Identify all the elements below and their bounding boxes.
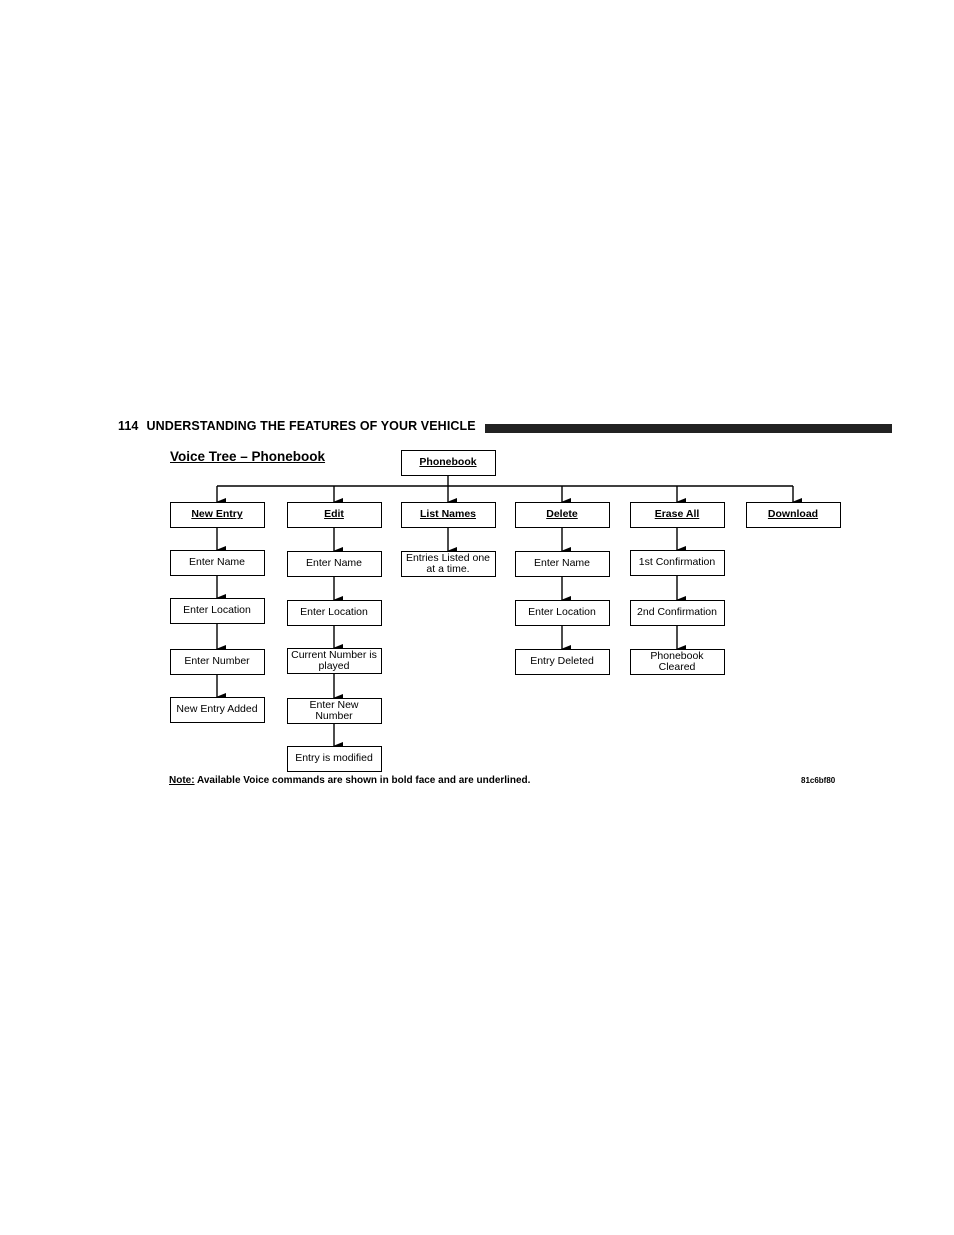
command-new-entry: New Entry — [170, 502, 265, 528]
step-list-names-1: Entries Listed one at a time. — [401, 551, 496, 577]
command-erase-all: Erase All — [630, 502, 725, 528]
step-new-entry-4: New Entry Added — [170, 697, 265, 723]
step-erase-all-1: 1st Confirmation — [630, 550, 725, 576]
note-text: Available Voice commands are shown in bold face and are underlined. — [194, 775, 531, 786]
page-number: 114 — [118, 419, 139, 433]
command-edit: Edit — [287, 502, 382, 528]
step-delete-3: Entry Deleted — [515, 649, 610, 675]
step-delete-2: Enter Location — [515, 600, 610, 626]
section-title: UNDERSTANDING THE FEATURES OF YOUR VEHICLE — [146, 419, 476, 433]
command-delete: Delete — [515, 502, 610, 528]
step-erase-all-3: Phonebook Cleared — [630, 649, 725, 675]
figure-title: Voice Tree – Phonebook — [170, 449, 326, 464]
step-edit-5: Entry is modified — [287, 746, 382, 772]
note-label: Note: — [169, 775, 195, 786]
image-code: 81c6bf80 — [801, 776, 836, 785]
step-new-entry-2: Enter Location — [170, 598, 265, 624]
step-edit-2: Enter Location — [287, 600, 382, 626]
step-erase-all-2: 2nd Confirmation — [630, 600, 725, 626]
step-delete-1: Enter Name — [515, 551, 610, 577]
root-node-phonebook: Phonebook — [401, 450, 496, 476]
step-new-entry-1: Enter Name — [170, 550, 265, 576]
step-edit-4: Enter New Number — [287, 698, 382, 724]
step-edit-3: Current Number is played — [287, 648, 382, 674]
step-new-entry-3: Enter Number — [170, 649, 265, 675]
figure-note — [169, 775, 530, 786]
command-download: Download — [746, 502, 841, 528]
command-list-names: List Names — [401, 502, 496, 528]
step-edit-1: Enter Name — [287, 551, 382, 577]
